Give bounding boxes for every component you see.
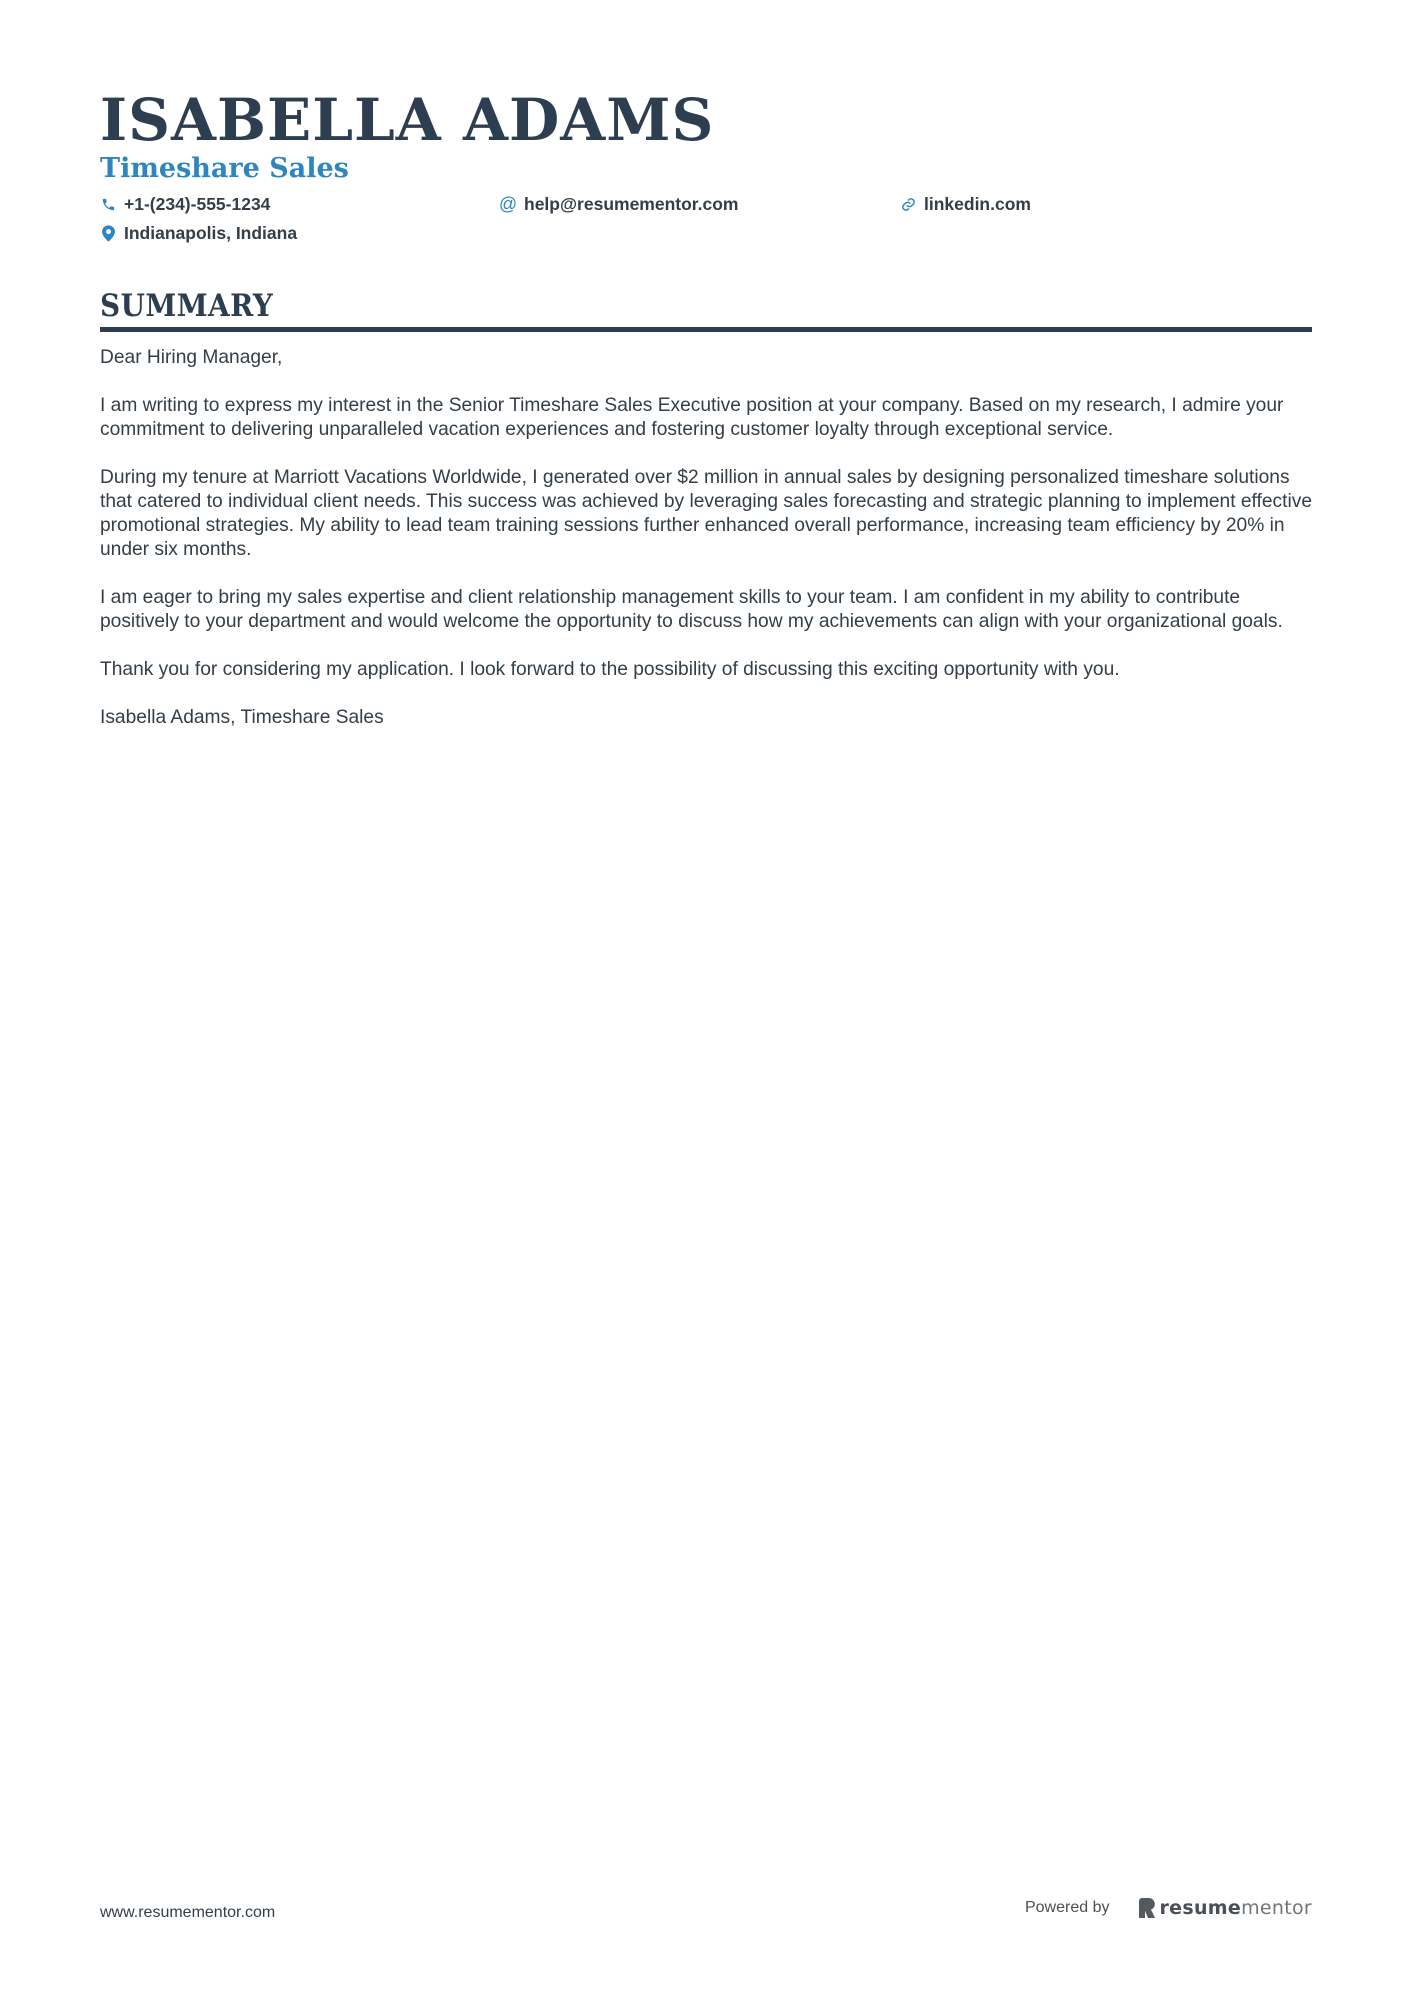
letter-paragraph: I am writing to express my interest in the Senior Timeshare Sales Executive position at your company. Based on my research, I admire your commitment to delivering unparalleled vacation experiences and fostering customer loyalty through exceptional service.: [100, 395, 1284, 440]
phone-value[interactable]: +1-(234)-555-1234: [124, 194, 271, 214]
candidate-title: Timeshare Sales: [100, 153, 349, 184]
contact-location: [100, 222, 297, 244]
contact-phone: [100, 193, 270, 215]
letter-paragraph: I am eager to bring my sales expertise and client relationship management skills to your team. I am confident in my ability to contribute positively to your department and would welcome the opportunity to discuss how my achievements can align with your organizational goals.: [100, 587, 1283, 632]
letter-paragraph: During my tenure at Marriott Vacations Worldwide, I generated over $2 million in annual sales by designing personalized timeshare solutions that catered to individual client needs. This success was achieved by leveraging sales forecasting and strategic planning to implement effective promotional strategies. My ability to lead team training sessions further enhanced overall performance, increasing team efficiency by 20% in under six months.: [100, 467, 1312, 560]
section-divider: [100, 327, 1312, 332]
footer-website-link[interactable]: www.resumementor.com: [100, 1904, 276, 1921]
summary-heading: SUMMARY: [100, 288, 274, 324]
letter-body: [100, 346, 1312, 754]
powered-by-label: Powered by: [1024, 1899, 1110, 1916]
email-value[interactable]: help@resumementor.com: [524, 194, 739, 214]
signature-line: Isabella Adams, Timeshare Sales: [100, 707, 384, 728]
location-value: Indianapolis, Indiana: [124, 223, 298, 243]
resumementor-logo[interactable]: [1139, 1897, 1312, 1919]
salutation: Dear Hiring Manager,: [100, 347, 283, 368]
footer-branding: [1025, 1897, 1312, 1919]
map-pin-icon: [100, 225, 116, 241]
at-icon: @: [498, 194, 518, 214]
resumementor-logo-icon: [1139, 1898, 1155, 1918]
letter-paragraph: Thank you for considering my application. I look forward to the possibility of discussing this exciting opportunity with you.: [100, 659, 1120, 680]
candidate-name: ISABELLA ADAMS: [100, 86, 715, 154]
cover-letter-page: [100, 0, 1312, 1995]
logo-text-bold: resume: [1159, 1897, 1242, 1919]
logo-text-light: mentor: [1241, 1897, 1312, 1919]
contact-email: [500, 193, 739, 215]
link-icon: [900, 196, 916, 212]
website-value[interactable]: linkedin.com: [924, 194, 1031, 214]
contact-website: [900, 193, 1031, 215]
phone-icon: [100, 196, 116, 212]
